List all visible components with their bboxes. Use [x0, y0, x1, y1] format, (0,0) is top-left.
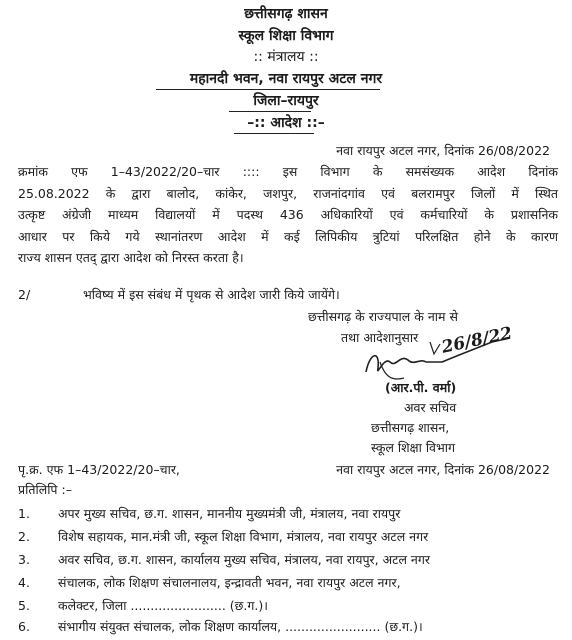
copy-item-text: विशेष सहायक, मान.मंत्री जी, स्कूल शिक्षा विभाग, मंत्रालय, नवा रायपुर अटल नगर: [58, 529, 429, 544]
header-address: महानदी भवन, नवा रायपुर अटल नगर: [189, 71, 383, 87]
signatory-office-1: छत्तीसगढ़ शासन,: [371, 420, 450, 435]
signatory-office-2: स्कूल शिक्षा विभाग: [371, 440, 456, 455]
endorsement-place-date: नवा रायपुर अटल नगर, दिनांक 26/08/2022: [336, 462, 550, 477]
signature-date: 26/8/22: [439, 323, 515, 358]
copy-item-text: अपर मुख्य सचिव, छ.ग. शासन, माननीय मुख्यमंत्री जी, मंत्रालय, नवा रायपुर: [58, 506, 401, 521]
order-place-date: नवा रायपुर अटल नगर, दिनांक 26/08/2022: [336, 143, 550, 158]
order-paragraph-1: [18, 161, 558, 269]
endorsement-ref: पृ.क्र. एफ 1–43/2022/20–चार,: [18, 462, 180, 477]
paragraph-line: राज्य शासन एतद् द्वारा आदेश को निरस्त करता है।: [18, 250, 244, 265]
paragraph-line: क्रमांक एफ 1–43/2022/20–चार :::: इस विभाग के समसंख्यक आदेश दिनांक: [18, 164, 558, 179]
copy-item-number: 4.: [18, 575, 30, 590]
copy-item-text: संचालक, लोक शिक्षण संचालनालय, इन्द्रावती भवन, नवा रायपुर अटल नगर,: [58, 575, 401, 590]
signatory-designation: अवर सचिव: [404, 400, 457, 415]
by-order-line-1: छत्तीसगढ़ के राज्यपाल के नाम से: [308, 309, 458, 324]
header-government: छत्तीसगढ़ शासन: [244, 6, 328, 22]
header-ministry: :: मंत्रालय ::: [253, 49, 319, 65]
header-district: जिला–रायपुर: [253, 93, 319, 109]
paragraph-2-text: भविष्य में इस संबंध में पृथक से आदेश जारी किये जायेंगे।: [83, 287, 340, 302]
paragraph-line: उत्कृष्ट अंग्रेजी माध्यम विद्यालयों में पदस्थ 436 अधिकारियों एवं कर्मचारियों के प्रशासनिक: [18, 207, 558, 222]
copy-item-text: कलेक्टर, जिला ........................ (छ.ग.)।: [58, 598, 269, 613]
paragraph-2-number: 2/: [18, 287, 31, 302]
copy-item-number: 1.: [18, 506, 30, 521]
copy-item-number: 2.: [18, 529, 30, 544]
copy-item-text: अवर सचिव, छ.ग. शासन, कार्यालय मुख्य सचिव, मंत्रालय, नवा रायपुर, अटल नगर: [58, 552, 430, 567]
copy-item-number: 6.: [18, 619, 30, 634]
header-department: स्कूल शिक्षा विभाग: [238, 28, 334, 44]
by-order-line-2: तथा आदेशानुसार: [341, 330, 419, 345]
copy-to-label: प्रतिलिपि :–: [18, 482, 72, 497]
paragraph-line: आधार पर किये गये स्थानांतरण आदेश में कई लिपिकीय त्रुटियां परिलक्षित होने के कारण: [18, 228, 558, 244]
address-underline: [156, 89, 380, 90]
copy-item-number: 3.: [18, 552, 30, 567]
district-underline: [229, 111, 311, 112]
paragraph-line: 25.08.2022 के द्वारा बालोद, कांकेर, जशपुर, राजनांदगांव एवं बलरामपुर जिलों में स्थित: [18, 185, 558, 201]
copy-item-number: 5.: [18, 598, 30, 613]
order-title: –:: आदेश ::–: [247, 115, 325, 131]
copy-item-text: संभागीय संयुक्त संचालक, लोक शिक्षण कार्यालय, ........................ (छ.ग.)।: [58, 619, 423, 634]
title-underline: [234, 133, 314, 134]
signatory-name: (आर.पी. वर्मा): [385, 380, 457, 395]
